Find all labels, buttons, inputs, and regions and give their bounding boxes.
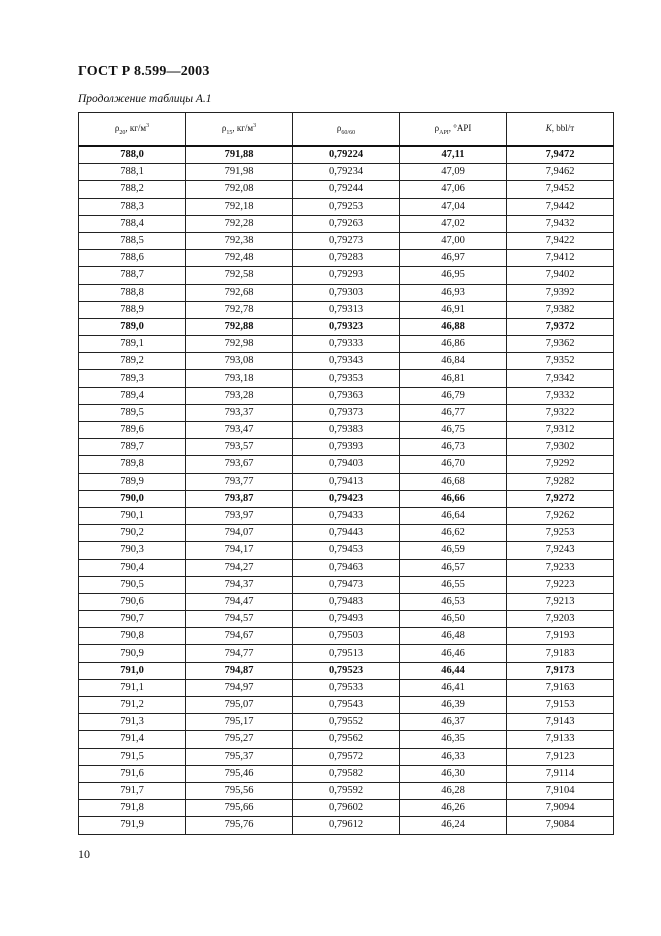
rho-api-cell: 46,41: [400, 679, 507, 696]
rho20-cell: 791,7: [79, 782, 186, 799]
rho-api-cell: 46,91: [400, 301, 507, 318]
rho20-cell: 788,9: [79, 301, 186, 318]
rho6060-cell: 0,79353: [293, 370, 400, 387]
rho20-cell: 791,2: [79, 697, 186, 714]
table-row: [79, 456, 614, 473]
rho-api-cell: 47,11: [400, 146, 507, 164]
k-bbl-cell: 7,9402: [507, 267, 614, 284]
table-row: [79, 525, 614, 542]
table-row: [79, 782, 614, 799]
rho20-cell: 789,4: [79, 387, 186, 404]
table-row: [79, 422, 614, 439]
rho-api-cell: 47,00: [400, 232, 507, 249]
rho-api-cell: 46,50: [400, 611, 507, 628]
rho15-cell: 795,46: [186, 765, 293, 782]
rho20-cell: 788,5: [79, 232, 186, 249]
rho20-cell: 788,6: [79, 250, 186, 267]
rho-api-cell: 46,73: [400, 439, 507, 456]
k-bbl-cell: 7,9322: [507, 404, 614, 421]
k-bbl-cell: 7,9472: [507, 146, 614, 164]
rho-api-cell: 46,97: [400, 250, 507, 267]
rho6060-cell: 0,79552: [293, 714, 400, 731]
rho20-cell: 790,4: [79, 559, 186, 576]
table-row: [79, 284, 614, 301]
k-bbl-cell: 7,9382: [507, 301, 614, 318]
rho15-cell: 794,57: [186, 611, 293, 628]
header-row: [79, 113, 614, 147]
rho20-cell: 789,5: [79, 404, 186, 421]
rho20-cell: 791,3: [79, 714, 186, 731]
k-bbl-cell: 7,9243: [507, 542, 614, 559]
rho20-cell: 790,0: [79, 490, 186, 507]
rho15-cell: 793,67: [186, 456, 293, 473]
table-row: [79, 267, 614, 284]
rho-api-cell: 46,26: [400, 800, 507, 817]
rho15-cell: 794,37: [186, 576, 293, 593]
rho20-cell: 788,2: [79, 181, 186, 198]
rho6060-cell: 0,79313: [293, 301, 400, 318]
rho20-cell: 788,0: [79, 146, 186, 164]
rho15-cell: 793,08: [186, 353, 293, 370]
column-header-k-bbl: K, bbl/т: [507, 113, 614, 147]
k-bbl-cell: 7,9253: [507, 525, 614, 542]
rho-api-cell: 46,68: [400, 473, 507, 490]
rho15-cell: 794,67: [186, 628, 293, 645]
rho15-cell: 795,07: [186, 697, 293, 714]
rho-api-cell: 46,62: [400, 525, 507, 542]
rho6060-cell: 0,79543: [293, 697, 400, 714]
k-bbl-cell: 7,9094: [507, 800, 614, 817]
rho20-cell: 789,9: [79, 473, 186, 490]
rho-api-cell: 46,66: [400, 490, 507, 507]
k-bbl-cell: 7,9084: [507, 817, 614, 834]
rho15-cell: 792,98: [186, 336, 293, 353]
rho-api-cell: 46,44: [400, 662, 507, 679]
k-bbl-cell: 7,9412: [507, 250, 614, 267]
k-bbl-cell: 7,9432: [507, 215, 614, 232]
rho20-cell: 790,2: [79, 525, 186, 542]
k-bbl-cell: 7,9233: [507, 559, 614, 576]
rho15-cell: 795,37: [186, 748, 293, 765]
rho6060-cell: 0,79253: [293, 198, 400, 215]
rho20-cell: 791,1: [79, 679, 186, 696]
column-header-rho-api: $\rho_{API}$, °API: [400, 113, 507, 147]
table-row: [79, 800, 614, 817]
rho-api-cell: 46,33: [400, 748, 507, 765]
table-row: [79, 146, 614, 164]
rho6060-cell: 0,79403: [293, 456, 400, 473]
rho-api-cell: 46,70: [400, 456, 507, 473]
rho15-cell: 795,27: [186, 731, 293, 748]
k-bbl-cell: 7,9332: [507, 387, 614, 404]
rho6060-cell: 0,79383: [293, 422, 400, 439]
k-bbl-cell: 7,9442: [507, 198, 614, 215]
rho20-cell: 791,6: [79, 765, 186, 782]
rho15-cell: 792,18: [186, 198, 293, 215]
rho20-cell: 788,7: [79, 267, 186, 284]
rho-api-cell: 46,24: [400, 817, 507, 834]
k-bbl-cell: 7,9422: [507, 232, 614, 249]
rho-api-cell: 46,64: [400, 507, 507, 524]
table-row: [79, 542, 614, 559]
rho6060-cell: 0,79363: [293, 387, 400, 404]
rho15-cell: 793,47: [186, 422, 293, 439]
table-row: [79, 353, 614, 370]
table-row: [79, 215, 614, 232]
rho15-cell: 794,77: [186, 645, 293, 662]
rho6060-cell: 0,79293: [293, 267, 400, 284]
k-bbl-cell: 7,9163: [507, 679, 614, 696]
rho15-cell: 792,88: [186, 318, 293, 335]
rho20-cell: 788,1: [79, 164, 186, 181]
rho20-cell: 790,3: [79, 542, 186, 559]
rho6060-cell: 0,79473: [293, 576, 400, 593]
k-bbl-cell: 7,9104: [507, 782, 614, 799]
table-row: [79, 439, 614, 456]
table-row: [79, 473, 614, 490]
rho6060-cell: 0,79224: [293, 146, 400, 164]
rho6060-cell: 0,79433: [293, 507, 400, 524]
k-bbl-cell: 7,9462: [507, 164, 614, 181]
rho-api-cell: 46,84: [400, 353, 507, 370]
rho20-cell: 790,5: [79, 576, 186, 593]
rho20-cell: 790,9: [79, 645, 186, 662]
rho20-cell: 789,2: [79, 353, 186, 370]
rho15-cell: 793,57: [186, 439, 293, 456]
rho15-cell: 791,88: [186, 146, 293, 164]
rho15-cell: 793,18: [186, 370, 293, 387]
k-bbl-cell: 7,9193: [507, 628, 614, 645]
rho-api-cell: 46,30: [400, 765, 507, 782]
rho15-cell: 794,17: [186, 542, 293, 559]
table-row: [79, 611, 614, 628]
page-number: 10: [78, 847, 90, 861]
table-row: [79, 232, 614, 249]
rho-api-cell: 46,59: [400, 542, 507, 559]
rho20-cell: 788,3: [79, 198, 186, 215]
rho-api-cell: 46,37: [400, 714, 507, 731]
table-row: [79, 250, 614, 267]
rho-api-cell: 46,93: [400, 284, 507, 301]
column-header-rho20: $\rho_{20}$, $кг/м^3$: [79, 113, 186, 147]
rho6060-cell: 0,79562: [293, 731, 400, 748]
rho15-cell: 793,97: [186, 507, 293, 524]
rho20-cell: 789,6: [79, 422, 186, 439]
rho-api-cell: 46,75: [400, 422, 507, 439]
rho6060-cell: 0,79244: [293, 181, 400, 198]
data-table: [78, 112, 614, 835]
k-bbl-cell: 7,9312: [507, 422, 614, 439]
rho20-cell: 789,8: [79, 456, 186, 473]
rho6060-cell: 0,79493: [293, 611, 400, 628]
rho20-cell: 791,5: [79, 748, 186, 765]
rho-api-cell: 46,48: [400, 628, 507, 645]
rho6060-cell: 0,79273: [293, 232, 400, 249]
table-row: [79, 404, 614, 421]
rho6060-cell: 0,79303: [293, 284, 400, 301]
rho6060-cell: 0,79523: [293, 662, 400, 679]
rho6060-cell: 0,79503: [293, 628, 400, 645]
rho15-cell: 794,87: [186, 662, 293, 679]
rho20-cell: 791,9: [79, 817, 186, 834]
rho20-cell: 788,8: [79, 284, 186, 301]
rho-api-cell: 47,06: [400, 181, 507, 198]
rho15-cell: 794,27: [186, 559, 293, 576]
k-bbl-cell: 7,9213: [507, 593, 614, 610]
table-row: [79, 765, 614, 782]
rho6060-cell: 0,79602: [293, 800, 400, 817]
rho20-cell: 790,7: [79, 611, 186, 628]
rho-api-cell: 46,86: [400, 336, 507, 353]
k-bbl-cell: 7,9143: [507, 714, 614, 731]
table-header: [79, 113, 614, 147]
table-row: [79, 164, 614, 181]
rho15-cell: 793,77: [186, 473, 293, 490]
rho-api-cell: 46,55: [400, 576, 507, 593]
rho6060-cell: 0,79592: [293, 782, 400, 799]
rho-api-cell: 46,35: [400, 731, 507, 748]
rho6060-cell: 0,79413: [293, 473, 400, 490]
rho6060-cell: 0,79393: [293, 439, 400, 456]
rho20-cell: 790,6: [79, 593, 186, 610]
rho-api-cell: 46,53: [400, 593, 507, 610]
rho6060-cell: 0,79343: [293, 353, 400, 370]
rho15-cell: 792,68: [186, 284, 293, 301]
rho20-cell: 789,3: [79, 370, 186, 387]
table-row: [79, 817, 614, 834]
table-row: [79, 490, 614, 507]
table-row: [79, 714, 614, 731]
rho-api-cell: 46,28: [400, 782, 507, 799]
rho6060-cell: 0,79483: [293, 593, 400, 610]
rho20-cell: 790,8: [79, 628, 186, 645]
rho-api-cell: 46,95: [400, 267, 507, 284]
rho6060-cell: 0,79333: [293, 336, 400, 353]
table-row: [79, 662, 614, 679]
table-row: [79, 181, 614, 198]
k-bbl-cell: 7,9183: [507, 645, 614, 662]
rho15-cell: 792,58: [186, 267, 293, 284]
rho15-cell: 793,87: [186, 490, 293, 507]
rho6060-cell: 0,79533: [293, 679, 400, 696]
k-bbl-cell: 7,9223: [507, 576, 614, 593]
table-row: [79, 559, 614, 576]
k-bbl-cell: 7,9352: [507, 353, 614, 370]
rho-api-cell: 47,04: [400, 198, 507, 215]
rho15-cell: 792,28: [186, 215, 293, 232]
k-bbl-cell: 7,9292: [507, 456, 614, 473]
rho20-cell: 791,8: [79, 800, 186, 817]
rho-api-cell: 46,81: [400, 370, 507, 387]
rho6060-cell: 0,79263: [293, 215, 400, 232]
rho-api-cell: 46,46: [400, 645, 507, 662]
column-header-rho15: $\rho_{15}$, $кг/м^3$: [186, 113, 293, 147]
k-bbl-cell: 7,9173: [507, 662, 614, 679]
rho6060-cell: 0,79443: [293, 525, 400, 542]
k-bbl-cell: 7,9362: [507, 336, 614, 353]
table-row: [79, 370, 614, 387]
table-caption: Продолжение таблицы А.1: [78, 93, 212, 105]
rho15-cell: 794,47: [186, 593, 293, 610]
k-bbl-cell: 7,9282: [507, 473, 614, 490]
table-row: [79, 507, 614, 524]
k-bbl-cell: 7,9133: [507, 731, 614, 748]
rho20-cell: 788,4: [79, 215, 186, 232]
rho15-cell: 794,97: [186, 679, 293, 696]
k-bbl-cell: 7,9114: [507, 765, 614, 782]
table-row: [79, 387, 614, 404]
rho15-cell: 795,17: [186, 714, 293, 731]
rho-api-cell: 47,02: [400, 215, 507, 232]
document-standard-code: ГОСТ Р 8.599—2003: [78, 64, 210, 79]
k-bbl-cell: 7,9342: [507, 370, 614, 387]
rho15-cell: 795,76: [186, 817, 293, 834]
k-bbl-cell: 7,9392: [507, 284, 614, 301]
rho-api-cell: 46,88: [400, 318, 507, 335]
k-bbl-cell: 7,9302: [507, 439, 614, 456]
rho6060-cell: 0,79234: [293, 164, 400, 181]
table-row: [79, 301, 614, 318]
rho15-cell: 792,78: [186, 301, 293, 318]
rho6060-cell: 0,79423: [293, 490, 400, 507]
k-bbl-cell: 7,9372: [507, 318, 614, 335]
rho20-cell: 791,4: [79, 731, 186, 748]
k-bbl-cell: 7,9262: [507, 507, 614, 524]
rho15-cell: 791,98: [186, 164, 293, 181]
rho6060-cell: 0,79513: [293, 645, 400, 662]
rho15-cell: 793,37: [186, 404, 293, 421]
rho6060-cell: 0,79453: [293, 542, 400, 559]
table-row: [79, 628, 614, 645]
k-bbl-cell: 7,9452: [507, 181, 614, 198]
rho6060-cell: 0,79373: [293, 404, 400, 421]
column-header-rho6060: $\rho_{60/60}$: [293, 113, 400, 147]
rho6060-cell: 0,79582: [293, 765, 400, 782]
rho15-cell: 792,08: [186, 181, 293, 198]
rho-api-cell: 46,77: [400, 404, 507, 421]
table-row: [79, 318, 614, 335]
table-row: [79, 645, 614, 662]
rho20-cell: 790,1: [79, 507, 186, 524]
rho6060-cell: 0,79323: [293, 318, 400, 335]
rho-api-cell: 46,39: [400, 697, 507, 714]
rho15-cell: 794,07: [186, 525, 293, 542]
table-row: [79, 731, 614, 748]
k-bbl-cell: 7,9153: [507, 697, 614, 714]
k-bbl-cell: 7,9123: [507, 748, 614, 765]
rho6060-cell: 0,79572: [293, 748, 400, 765]
rho-api-cell: 46,79: [400, 387, 507, 404]
rho15-cell: 793,28: [186, 387, 293, 404]
table-row: [79, 593, 614, 610]
table-body: [79, 146, 614, 834]
rho20-cell: 791,0: [79, 662, 186, 679]
rho15-cell: 792,48: [186, 250, 293, 267]
rho6060-cell: 0,79283: [293, 250, 400, 267]
rho15-cell: 792,38: [186, 232, 293, 249]
rho-api-cell: 47,09: [400, 164, 507, 181]
table-row: [79, 748, 614, 765]
rho6060-cell: 0,79612: [293, 817, 400, 834]
table-row: [79, 198, 614, 215]
rho15-cell: 795,56: [186, 782, 293, 799]
rho15-cell: 795,66: [186, 800, 293, 817]
k-bbl-cell: 7,9272: [507, 490, 614, 507]
table-row: [79, 576, 614, 593]
table-row: [79, 336, 614, 353]
rho20-cell: 789,0: [79, 318, 186, 335]
rho6060-cell: 0,79463: [293, 559, 400, 576]
k-bbl-cell: 7,9203: [507, 611, 614, 628]
rho-api-cell: 46,57: [400, 559, 507, 576]
table-row: [79, 679, 614, 696]
rho20-cell: 789,1: [79, 336, 186, 353]
rho20-cell: 789,7: [79, 439, 186, 456]
table-row: [79, 697, 614, 714]
